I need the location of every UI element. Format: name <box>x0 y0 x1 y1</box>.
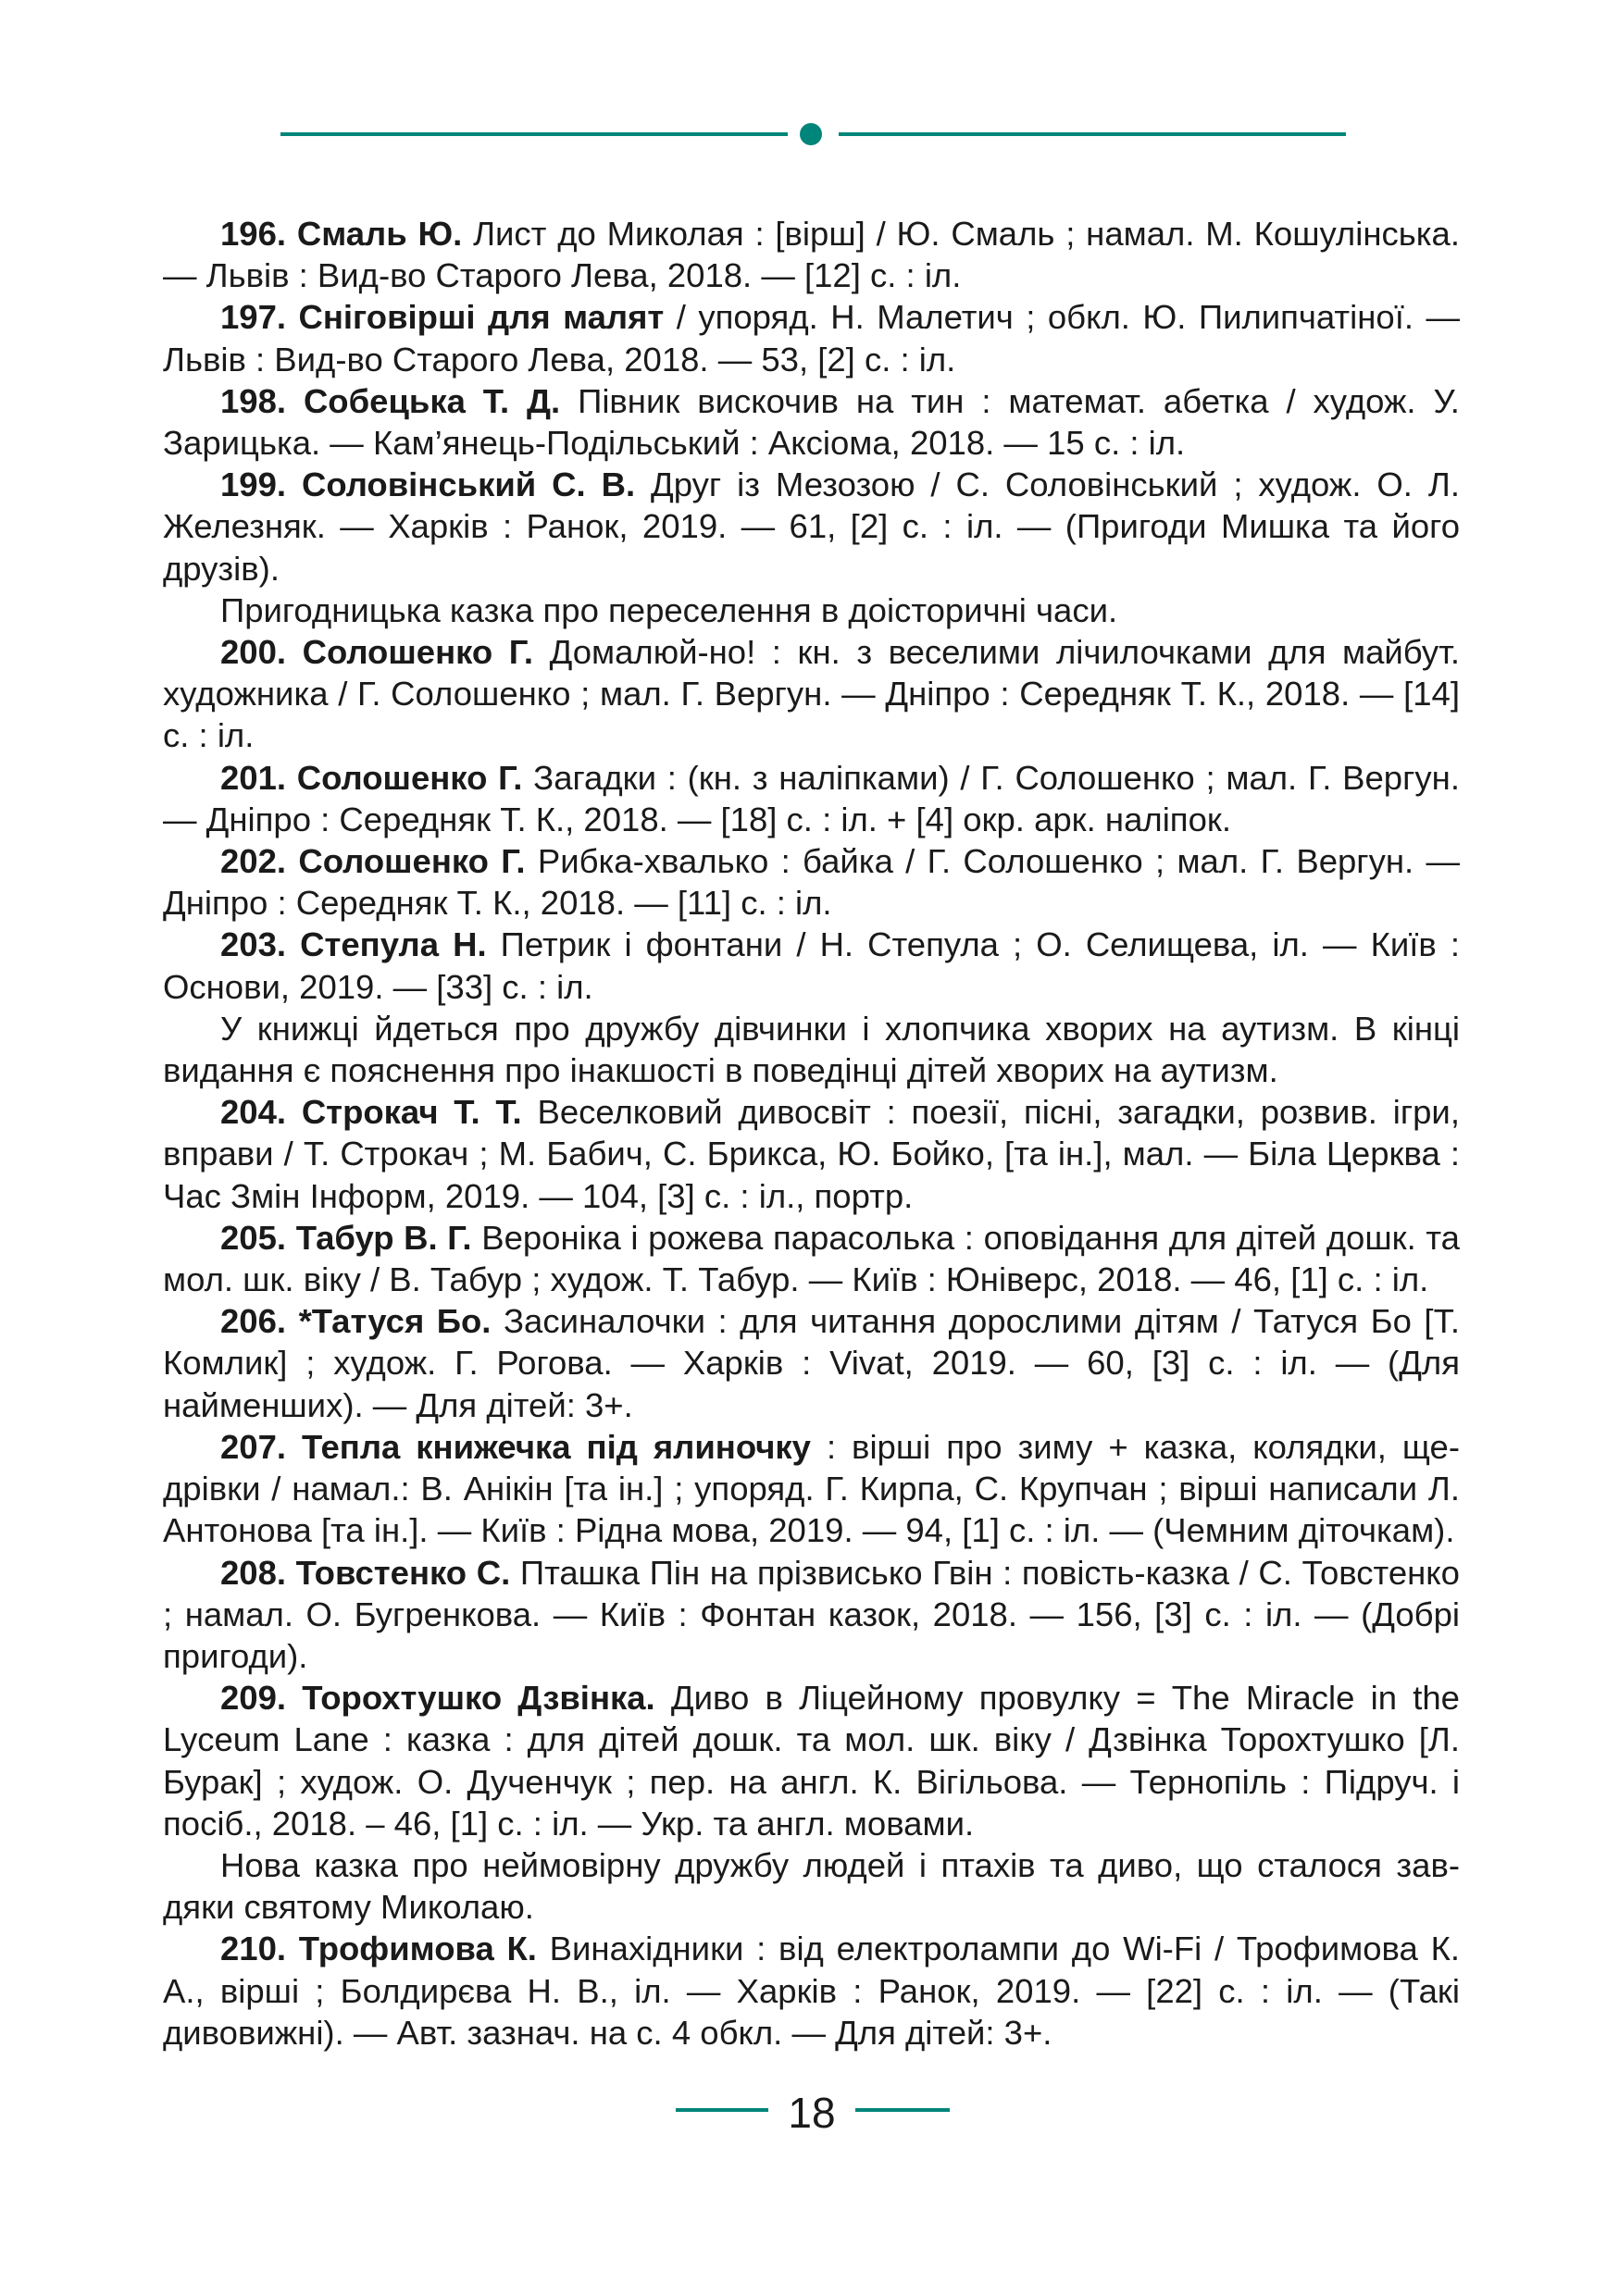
entry-author: Тепла книжечка під ялиночку <box>302 1427 811 1466</box>
entry-text: Диво в Ліцейному провулку = The Miracle in the Lyceum Lane : казка : для дітей дошк. та мол. шк. віку / Дзвінка Торохтушко [Л. Бурак] ; худож. О. Дученчук ; пер. на англ. К. Вігільова. — Тернопіль : Підруч. і посіб., 2018. – 46, [1] с. : іл. — Укр. та англ. мовами. <box>163 1679 1460 1843</box>
bibliography-entry <box>163 213 1460 296</box>
entry-text: Домалюй-но! : кн. з веселими лічилочками для майбут. художника / Г. Солошенко ; мал. Г. Вергун. — Дніпро : Середняк Т. К., 2018. — [14] с. : іл. <box>163 633 1460 755</box>
entry-author: Сніговірші для малят <box>298 298 665 337</box>
header-rule-left <box>280 132 788 136</box>
entry-author: Собецька Т. Д. <box>303 381 561 420</box>
entry-number: 209. <box>220 1679 287 1718</box>
entry-author: Степула Н. <box>300 925 487 964</box>
header-rule-right <box>839 132 1346 136</box>
entry-number: 198. <box>220 381 287 420</box>
entry-author: Товстенко С. <box>295 1553 511 1592</box>
entry-text: Веселковий дивосвіт : поезії, пісні, загадки, розвив. ігри, вправи / Т. Строкач ; М. Бабич, С. Брикса, Ю. Бойко, [та ін.], мал. — Біла Церква : Час Змін Інформ, 2019. — 104, [3] с. : іл., портр. <box>163 1093 1460 1215</box>
bibliography-entry <box>163 1217 1460 1300</box>
entry-text: : вірші про зиму + казка, колядки, щедрівки / намал.: В. Анікін [та ін.] ; упоряд. Г. Кирпа, С. Крупчан ; вірші написали Л. Антонова [та ін.]. — Київ : Рідна мова, 2019. — 94, [1] с. : іл. — (Чемним діточкам). <box>163 1427 1460 1550</box>
entry-author: Торохтушко Дзвінка. <box>302 1679 655 1718</box>
entry-number: 207. <box>220 1427 287 1466</box>
entry-author: Табур В. Г. <box>295 1218 472 1257</box>
entry-number: 197. <box>220 298 287 337</box>
entry-number: 201. <box>220 758 287 797</box>
header-ornament-dot <box>800 123 822 145</box>
bibliography-entry <box>163 464 1460 590</box>
bibliography-entry <box>163 924 1460 1007</box>
entry-number: 196. <box>220 215 287 253</box>
entry-text: Півник вискочив на тин : математ. абетка / худож. У. Зарицька. — Кам’янець-Подільський : Аксіома, 2018. — 15 с. : іл. <box>163 381 1460 463</box>
entry-text: Загадки : (кн. з наліпками) / Г. Солошенко ; мал. Г. Вергун. — Дніпро : Середняк Т. К., 2018. — [18] с. : іл. + [4] окр. арк. наліпок. <box>163 758 1460 838</box>
entry-text: Петрик і фонтани / Н. Степула ; О. Селищева, іл. — Київ : Основи, 2019. — [33] с. : іл. <box>163 925 1460 1006</box>
entry-author: Строкач Т. Т. <box>301 1093 522 1132</box>
entry-text: Засиналочки : для читання дорослими дітям / Татуся Бо [Т. Комлик] ; худож. Г. Рогова. — Харків : Vivat, 2019. — 60, [3] с. : іл. — (Для найменших). — Для дітей: 3+. <box>163 1302 1460 1424</box>
annotation-note <box>163 1844 1460 1928</box>
entry-text: Друг із Мезозою / С. Соловінський ; худож. О. Л. Железняк. — Харків : Ранок, 2019. — 61, [2] с. : іл. — (Пригоди Мишка та його друзів). <box>163 465 1460 588</box>
bibliography-entry <box>163 1426 1460 1552</box>
entry-author: Солошенко Г. <box>298 842 526 881</box>
entry-text: Пташка Пін на прізвисько Гвін : повість-казка / С. Товстенко ; намал. О. Бугренкова. — Київ : Фонтан казок, 2018. — 156, [3] с. : іл. — (Добрі пригоди). <box>163 1553 1460 1675</box>
entry-text: Винахідники : від електролампи до Wi-Fi / Трофимова К. А., вірші ; Болдирєва Н. В., іл. — Харків : Ранок, 2019. — [22] с. : іл. — (Такі дивовижні). — Авт. зазнач. на с. 4 обкл. — Для дітей: 3+. <box>163 1930 1460 2052</box>
entry-text: / упоряд. Н. Малетич ; обкл. Ю. Пилипчатіної. — Львів : Вид-во Старого Лева, 2018. — 53, [2] с. : іл. <box>163 298 1460 379</box>
page-number: 18 <box>788 2089 836 2137</box>
entry-number: 203. <box>220 925 287 964</box>
annotation-note <box>163 590 1460 631</box>
entry-author: Смаль Ю. <box>296 215 463 253</box>
entry-text: Рибка-хвалько : байка / Г. Солошенко ; мал. Г. Вергун. — Дніпро : Середняк Т. К., 2018. — [11] с. : іл. <box>163 842 1460 923</box>
note-text: У книжці йдеться про дружбу дівчинки і хлопчика хворих на аутизм. В кінці видання є пояснення про інакшості в поведінці дітей хворих на аутизм. <box>163 1009 1460 1090</box>
entry-text: Вероніка і рожева парасолька : оповідання для дітей дошк. та мол. шк. віку / В. Табур ; худож. Т. Табур. — Київ : Юніверс, 2018. — 46, [1] с. : іл. <box>163 1218 1460 1299</box>
entry-author: Солошенко Г. <box>296 758 523 797</box>
entry-number: 208. <box>220 1553 287 1592</box>
note-text: Пригодницька казка про переселення в доісторичні часи. <box>220 590 1118 629</box>
bibliography-entry <box>163 1677 1460 1844</box>
bibliography-list <box>163 213 1460 2054</box>
entry-number: 210. <box>220 1930 287 1968</box>
entry-number: 204. <box>220 1093 287 1132</box>
entry-number: 206. <box>220 1302 287 1341</box>
entry-author: Трофимова К. <box>298 1930 537 1968</box>
entry-number: 199. <box>220 465 287 504</box>
bibliography-entry <box>163 1928 1460 2054</box>
bibliography-entry <box>163 296 1460 379</box>
bibliography-entry <box>163 380 1460 464</box>
entry-author: *Татуся Бо. <box>298 1302 492 1341</box>
bibliography-entry <box>163 840 1460 924</box>
entry-author: Солошенко Г. <box>302 633 534 672</box>
bibliography-entry <box>163 1300 1460 1426</box>
bibliography-entry <box>163 631 1460 757</box>
annotation-note <box>163 1008 1460 1091</box>
entry-number: 205. <box>220 1218 287 1257</box>
bibliography-entry <box>163 1552 1460 1678</box>
entry-author: Соловінський С. В. <box>301 465 636 504</box>
footer-rule-right <box>855 2108 950 2112</box>
footer-rule-left <box>676 2108 768 2112</box>
note-text: Нова казка про неймовірну дружбу людей і птахів та диво, що сталося завдяки святому Миколаю. <box>163 1845 1460 1927</box>
bibliography-entry <box>163 757 1460 840</box>
bibliography-entry <box>163 1091 1460 1217</box>
entry-text: Лист до Миколая : [вірш] / Ю. Смаль ; намал. М. Кошулінська. — Львів : Вид-во Старого Лева, 2018. — [12] с. : іл. <box>163 215 1460 295</box>
entry-number: 200. <box>220 633 287 672</box>
entry-number: 202. <box>220 842 287 881</box>
